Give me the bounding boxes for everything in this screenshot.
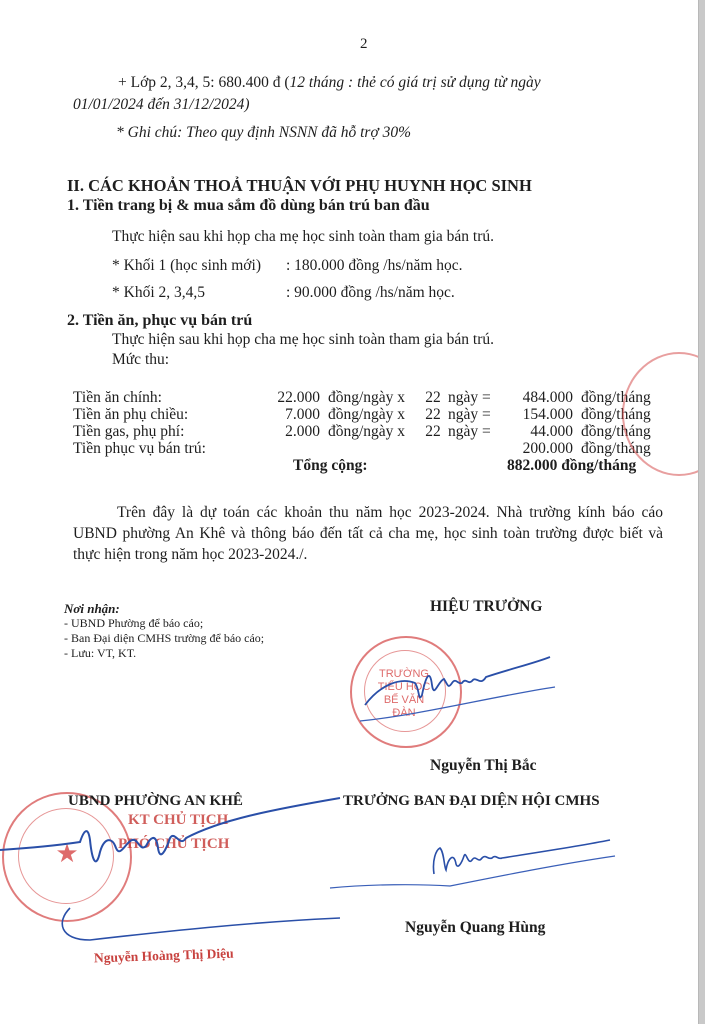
recipient-item: - Lưu: VT, KT.	[64, 646, 137, 660]
fee-currency: đồng/tháng	[581, 440, 651, 457]
recipient-item: - UBND Phường để báo cáo;	[64, 616, 204, 630]
fee-rate: 2.000	[285, 423, 320, 440]
table-row	[73, 389, 651, 406]
fee-label: Tiền gas, phụ phí:	[73, 423, 185, 440]
fee-label: Tiền ăn chính:	[73, 389, 162, 406]
equipment-item	[112, 257, 463, 275]
table-row	[73, 406, 651, 423]
page-edge	[698, 0, 705, 1024]
subsection-2-heading: 2. Tiền ăn, phục vụ bán trú	[67, 312, 253, 329]
equipment-item-label: * Khối 1 (học sinh mới)	[112, 257, 261, 274]
table-row	[73, 423, 651, 440]
fee-days	[418, 440, 448, 457]
fee-currency: đồng/tháng	[581, 423, 651, 440]
subsection-1-desc: Thực hiện sau khi họp cha mẹ học sinh toàn tham gia bán trú.	[112, 228, 495, 245]
intro-line-2: 01/01/2024 đến 31/12/2024)	[73, 96, 250, 113]
fee-amount: 154.000	[522, 406, 573, 423]
fee-rate: 22.000	[277, 389, 320, 406]
fee-days: 22	[425, 406, 441, 423]
section-title: II. CÁC KHOẢN THOẢ THUẬN VỚI PHỤ HUYNH HỌC SINH	[67, 176, 532, 195]
ward-name: Nguyễn Hoàng Thị Diệu	[93, 945, 234, 966]
fee-label: Tiền ăn phụ chiều:	[73, 406, 189, 423]
fee-currency: đồng/tháng	[581, 389, 651, 406]
principal-signature-icon	[360, 655, 560, 730]
ward-title: UBND PHƯỜNG AN KHÊ	[68, 793, 243, 809]
parents-board-name: Nguyễn Quang Hùng	[405, 919, 546, 936]
closing-paragraph	[73, 502, 663, 565]
ward-signature-icon	[0, 790, 340, 950]
subsection-1-heading: 1. Tiền trang bị & mua sắm đồ dùng bán trú ban đầu	[67, 197, 430, 214]
fee-rate	[248, 440, 328, 457]
fee-currency: đồng/tháng	[581, 406, 651, 423]
fee-rate-unit: đồng/ngày x	[328, 406, 406, 423]
subsection-2-desc: Thực hiện sau khi họp cha mẹ học sinh toàn tham gia bán trú.	[112, 331, 495, 348]
parents-board-signature-icon	[410, 830, 620, 900]
principal-title: HIỆU TRƯỞNG	[430, 598, 543, 615]
total-row	[73, 457, 651, 474]
ward-role-1: KT CHỦ TỊCH	[128, 812, 229, 828]
fee-label: Tiền phục vụ bán trú:	[73, 440, 206, 457]
school-stamp-text: TRƯỜNG TIỂU HỌC BẾ VĂN ĐÀN	[377, 668, 431, 719]
equipment-item	[112, 284, 455, 302]
fee-days-unit: ngày =	[448, 406, 491, 423]
equipment-item-value: : 90.000 đồng /hs/năm học.	[286, 284, 455, 301]
table-row	[73, 440, 651, 457]
fee-table	[73, 389, 651, 474]
fee-days-unit: ngày =	[448, 423, 491, 440]
intro-line-1	[118, 74, 541, 92]
note: * Ghi chú: Theo quy định NSNN đã hỗ trợ 30%	[116, 124, 412, 141]
fee-rate-unit	[328, 440, 418, 457]
fee-amount: 200.000	[522, 440, 573, 457]
total-label: Tổng cộng:	[293, 457, 368, 474]
fee-amount: 484.000	[522, 389, 573, 406]
ward-role-2: PHÓ CHỦ TỊCH	[118, 836, 230, 852]
fee-rate-unit: đồng/ngày x	[328, 423, 406, 440]
intro-prefix: + Lớp 2, 3,4, 5: 680.400 đ (	[118, 74, 290, 91]
recipients-title: Nơi nhận:	[64, 601, 120, 616]
equipment-item-label: * Khối 2, 3,4,5	[112, 284, 205, 301]
fee-days: 22	[425, 389, 441, 406]
principal-name: Nguyễn Thị Bắc	[430, 757, 537, 774]
closing-text: Trên đây là dự toán các khoản thu năm học 2023-2024. Nhà trường kính báo cáo UBND phường An Khê và thông báo đến tất cả cha mẹ, học sinh toàn trường được biết và thực hiện trong năm học 2023-2024./.	[73, 504, 663, 563]
fee-days-unit	[448, 440, 503, 457]
star-icon: ★	[55, 838, 79, 868]
fee-amount: 44.000	[530, 423, 573, 440]
recipient-item: - Ban Đại diện CMHS trường để báo cáo;	[64, 631, 265, 645]
fee-days: 22	[425, 423, 441, 440]
page-number: 2	[360, 36, 368, 52]
total-value: 882.000 đồng/tháng	[507, 457, 637, 474]
fee-days-unit: ngày =	[448, 389, 491, 406]
intro-italic: 12 tháng : thẻ có giá trị sử dụng từ ngày	[289, 74, 541, 91]
parents-board-title: TRƯỞNG BAN ĐẠI DIỆN HỘI CMHS	[343, 793, 600, 809]
fee-rate: 7.000	[285, 406, 320, 423]
equipment-item-value: : 180.000 đồng /hs/năm học.	[286, 257, 463, 274]
fee-rate-unit: đồng/ngày x	[328, 389, 406, 406]
recipients-block	[64, 601, 264, 661]
rate-label: Mức thu:	[112, 351, 170, 368]
